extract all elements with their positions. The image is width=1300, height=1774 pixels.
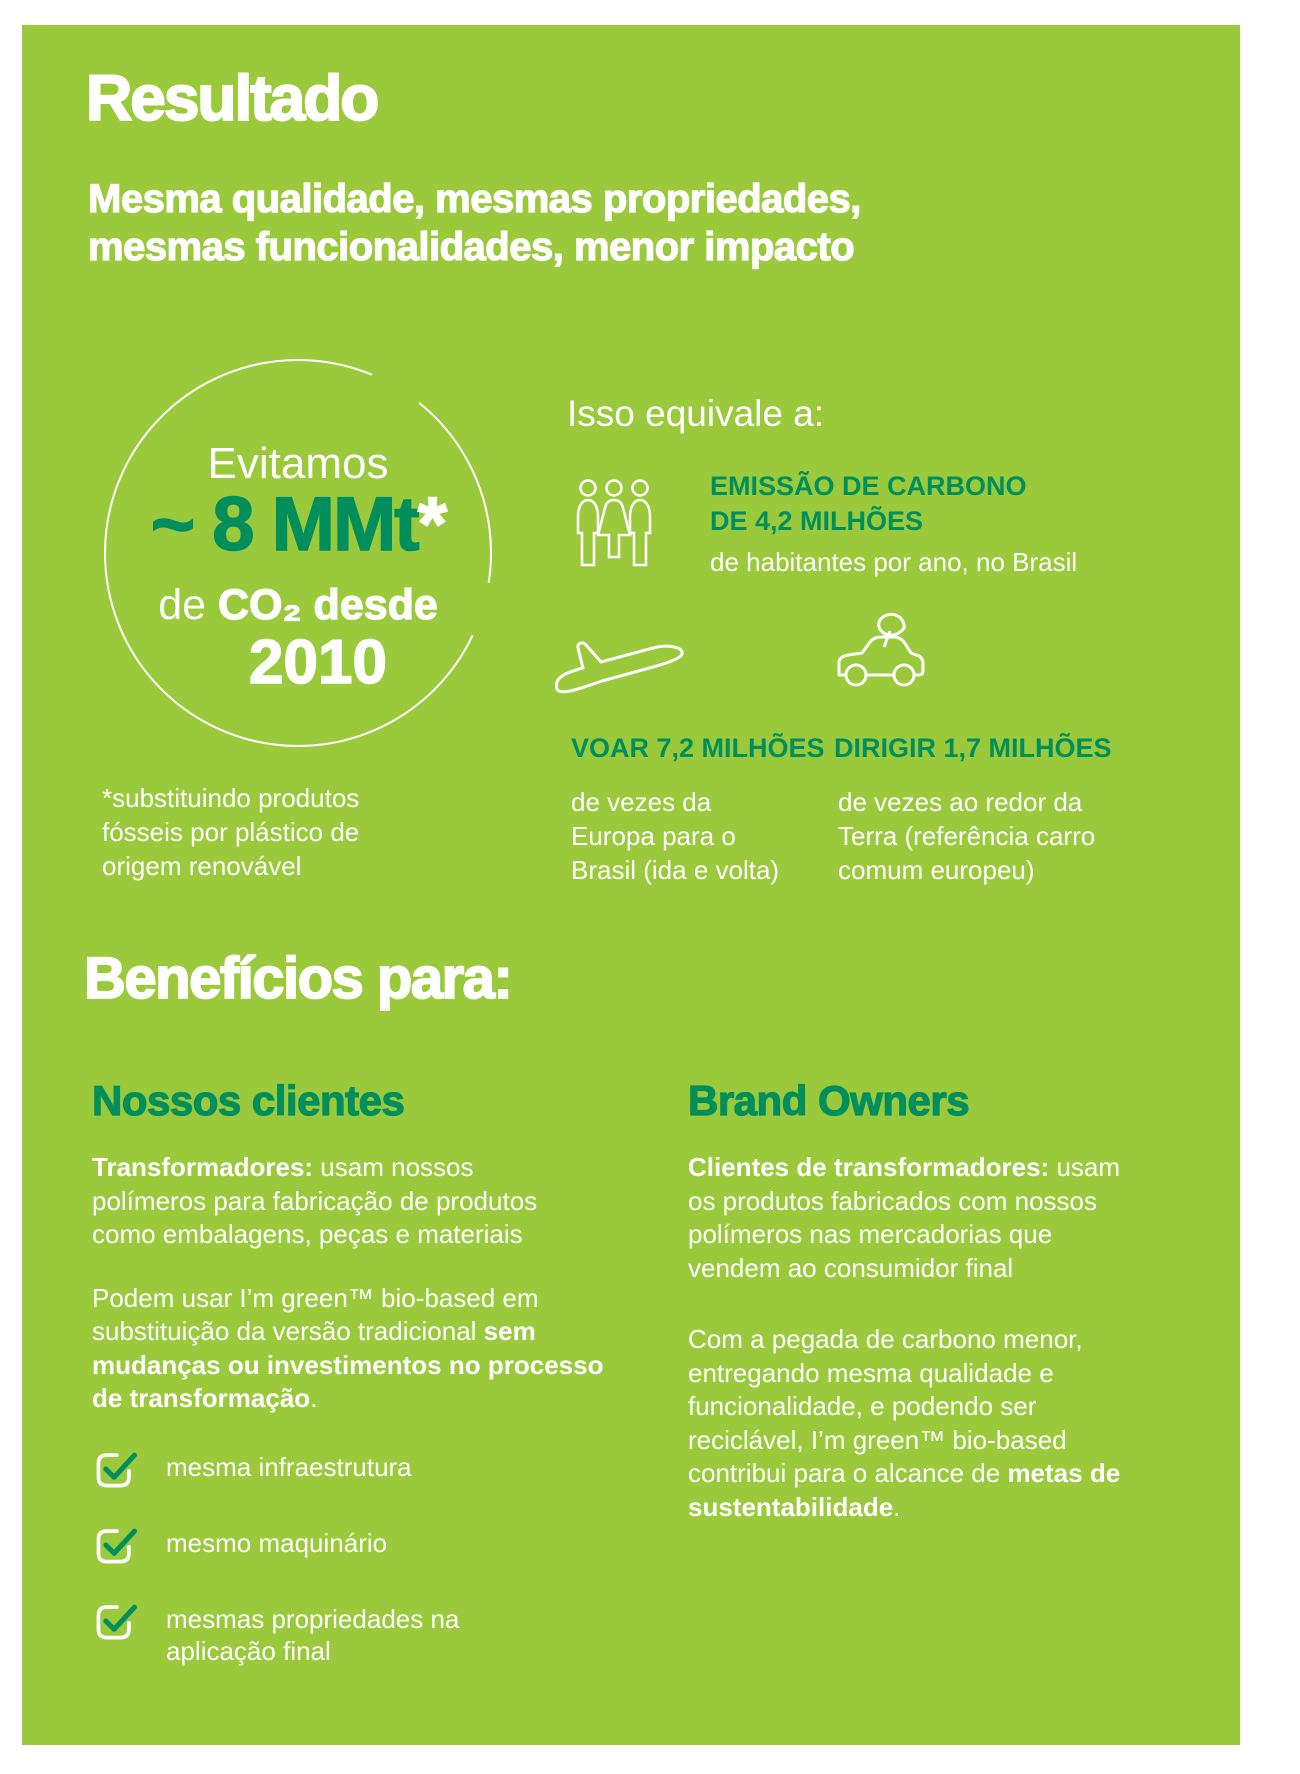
brand-owners-p1-rest: usam os produtos fabricados com nossos polímeros nas mercadorias que vendem ao consumidor final [688, 1152, 1121, 1283]
clients-paragraph-2 [92, 1282, 622, 1416]
checkbox-check-icon [92, 1446, 140, 1492]
brand-owners-paragraph-2 [688, 1323, 1128, 1524]
co2-line-normal: de [158, 581, 218, 629]
page-subtitle: Mesma qualidade, mesmas propriedades, mesmas funcionalidades, menor impacto [88, 177, 861, 269]
drive-desc [838, 785, 1095, 887]
checklist-item [92, 1446, 632, 1492]
asterisk-mark: * [417, 482, 446, 567]
checklist-item [92, 1598, 632, 1667]
footnote-line3: origem renovável [102, 851, 302, 881]
fly-desc-line3: Brasil (ida e volta) [571, 855, 780, 885]
car-leaf-icon [826, 611, 930, 701]
footnote [102, 781, 359, 883]
since-year: 2010 [249, 628, 387, 697]
drive-desc-line3: comum europeu) [838, 855, 1035, 885]
avoided-co2-amount [68, 481, 528, 568]
clients-p2-end: . [310, 1383, 318, 1413]
benefits-column-brand-owners [688, 1077, 1168, 1554]
drive-desc-line2: Terra (referência carro [838, 821, 1096, 851]
clients-p1-rest: usam nossos polímeros para fabricação de produtos como embalagens, peças e materiais [92, 1152, 538, 1249]
amount-value: ~ 8 MMt [150, 482, 418, 567]
page-title: Resultado [86, 62, 378, 134]
checklist-item-label: mesma infraestrutura [166, 1451, 412, 1482]
brand-owners-p2-end: . [893, 1491, 901, 1522]
circle-intro-label: Evitamos [207, 439, 389, 488]
equivalence-heading: Isso equivale a: [567, 393, 825, 434]
co2-line [98, 581, 498, 630]
benefits-column-clients [92, 1077, 632, 1697]
clients-checklist [92, 1446, 632, 1667]
checklist-item-label: mesmo maquinário [166, 1527, 388, 1558]
carbon-desc: de habitantes por ano, no Brasil [710, 547, 1078, 577]
brand-owners-p2-normal: Com a pegada de carbono menor, entregando mesma qualidade e funcionalidade, e podendo ser reciclável, I’m green™ bio-based contribui para o alcance de [688, 1324, 1083, 1488]
clients-p1-lead: Transformadores: [92, 1152, 314, 1182]
clients-p2-normal: Podem usar I’m green™ bio-based em substituição da versão tradicional [92, 1282, 539, 1346]
fly-desc-line1: de vezes da [571, 787, 712, 817]
fly-desc [571, 785, 779, 887]
carbon-title [710, 469, 1140, 539]
carbon-title-line2: DE 4,2 MILHÕES [710, 506, 924, 536]
footnote-line2: fósseis por plástico de [102, 817, 360, 847]
plane-icon [550, 631, 695, 703]
fly-desc-line2: Europa para o [571, 821, 736, 851]
drive-title: DIRIGIR 1,7 MILHÕES [834, 733, 1112, 763]
clients-title: Nossos clientes [92, 1077, 405, 1124]
checklist-item-label: mesmas propriedades na aplicação final [166, 1603, 460, 1666]
checklist-item [92, 1522, 632, 1568]
footnote-line1: *substituindo produtos [102, 783, 360, 813]
co2-line-bold: CO₂ desde [217, 581, 438, 629]
drive-desc-line1: de vezes ao redor da [838, 787, 1083, 817]
brand-owners-p1-lead: Clientes de transformadores: [688, 1152, 1050, 1182]
green-panel [22, 25, 1240, 1745]
benefits-heading: Benefícios para: [84, 946, 512, 1011]
fly-title: VOAR 7,2 MILHÕES [571, 733, 825, 763]
carbon-title-line1: EMISSÃO DE CARBONO [710, 471, 1027, 501]
brand-owners-p2-bold: metas de sustentabilidade [688, 1458, 1121, 1522]
clients-paragraph-1 [92, 1151, 557, 1252]
checkbox-check-icon [92, 1522, 140, 1568]
clients-p2-bold: sem mudanças ou investimentos no processo de transformação [92, 1316, 604, 1413]
checkbox-check-icon [92, 1598, 140, 1644]
brand-owners-paragraph-1 [688, 1151, 1138, 1285]
brand-owners-title: Brand Owners [688, 1077, 970, 1124]
people-icon [571, 477, 657, 569]
carbon-equivalence [710, 469, 1140, 578]
